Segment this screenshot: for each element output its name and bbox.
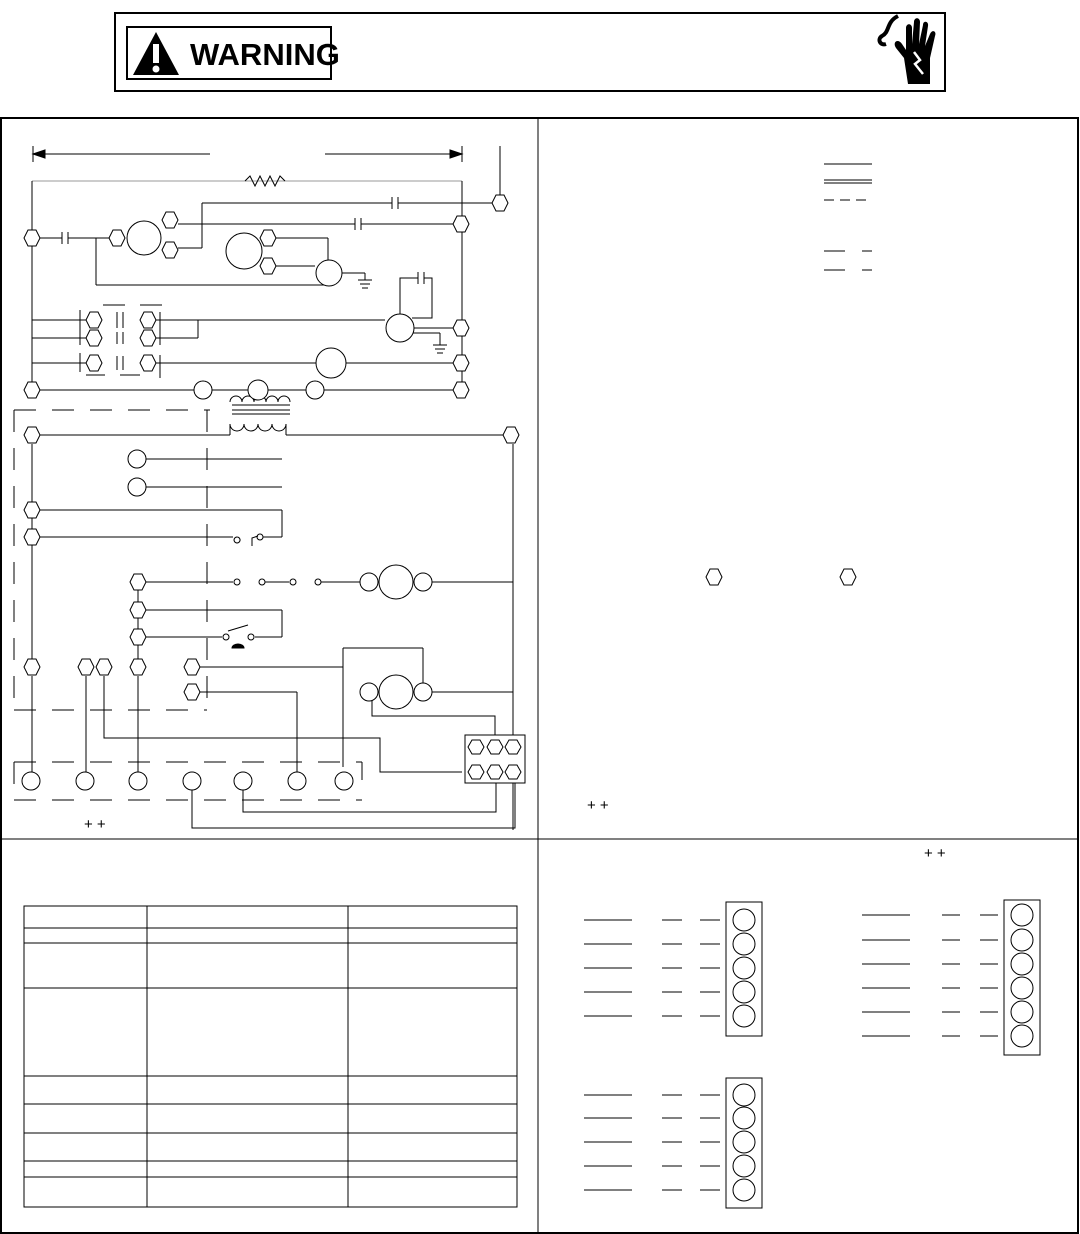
six-pin-plug [465, 735, 525, 783]
field-wiring-dashed [14, 410, 362, 800]
dimension-arrow [33, 146, 500, 196]
signal-word: WARNING [190, 37, 340, 72]
component-circles [22, 221, 432, 790]
line-style-legend [824, 164, 872, 270]
legend-footnote-mark: + + [587, 797, 609, 814]
connector-5pin-a [584, 902, 762, 1036]
connector-5pin-b [584, 1078, 762, 1208]
connector-6pin [862, 900, 1040, 1055]
schematic-footnote-mark: + + [84, 816, 106, 833]
data-table [24, 906, 517, 1207]
transformer-coil [230, 424, 286, 431]
connector-footnote-mark: + + [924, 845, 946, 862]
terminal-hexagons [24, 195, 856, 700]
